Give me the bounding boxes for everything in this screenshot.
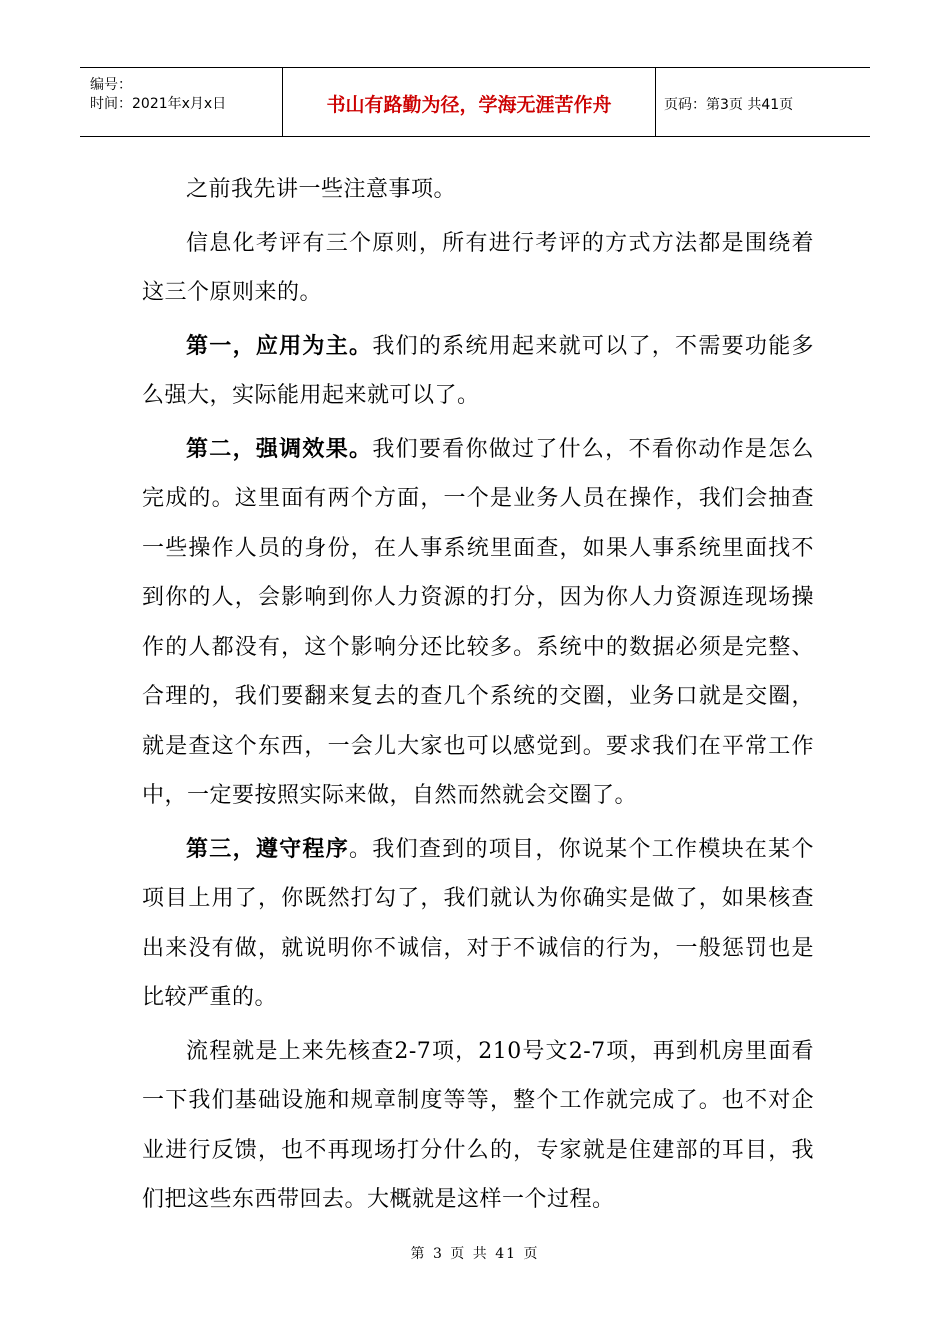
paragraph-text: 。我们查到的项目，你说某个工作模块在某个项目上用了，你既然打勾了，我们就认为你确实是做了，如果核查出来没有做，就说明你不诚信，对于不诚信的行为，一般惩罚也是比较严重的。 (142, 836, 814, 1010)
paragraph-text: 我们的系统用起来就可以了，不需要功能多么强大，实际能用起来就可以了。 (142, 333, 814, 408)
paragraph-text: 流程就是上来先核查2-7项，210号文2-7项，再到机房里面看一下我们基础设施和规章制度等等，整个工作就完成了。也不对企业进行反馈，也不再现场打分什么的，专家就是住建部的耳目，我们把这些东西带回去。大概就是这样一个过程。 (142, 1038, 814, 1212)
paragraph-3 (142, 322, 814, 421)
paragraph-4 (142, 425, 814, 821)
paragraph-text: 之前我先讲一些注意事项。 (186, 177, 457, 202)
paragraph-2 (142, 219, 814, 318)
paragraph-lead: 第二，强调效果。 (186, 435, 373, 462)
paragraph-text: 我们要看你做过了什么，不看你动作是怎么完成的。这里面有两个方面，一个是业务人员在操作，我们会抽查一些操作人员的身份，在人事系统里面查，如果人事系统里面找不到你的人，会影响到你人力资源的打分，因为你人力资源连现场操作的人都没有，这个影响分还比较多。系统中的数据必须是完整、合理的，我们要翻来复去的查几个系统的交圈，业务口就是交圈，就是查这个东西，一会儿大家也可以感觉到。要求我们在平常工作中，一定要按照实际来做，自然而然就会交圈了。 (142, 436, 814, 808)
page-footer: 第 3 页 共 41 页 (410, 1246, 540, 1262)
header-left-cell (80, 68, 283, 136)
paragraph-1 (142, 165, 814, 215)
page-info: 页码：第3页 共41页 (664, 97, 794, 113)
paragraph-text: 信息化考评有三个原则，所有进行考评的方式方法都是围绕着这三个原则来的。 (142, 230, 814, 305)
paragraph-lead: 第一，应用为主。 (186, 332, 373, 359)
paragraph-6 (142, 1027, 814, 1225)
number-label: 编号： (90, 77, 132, 93)
date-label: 时间：2021年x月x日 (90, 96, 227, 112)
paragraph-lead: 第三，遵守程序 (186, 835, 350, 862)
page-header (80, 67, 870, 137)
header-motto-cell (283, 68, 656, 136)
document-body (142, 165, 814, 1229)
paragraph-5 (142, 825, 814, 1023)
header-motto: 书山有路勤为径，学海无涯苦作舟 (326, 94, 612, 116)
header-right-cell (656, 68, 870, 136)
